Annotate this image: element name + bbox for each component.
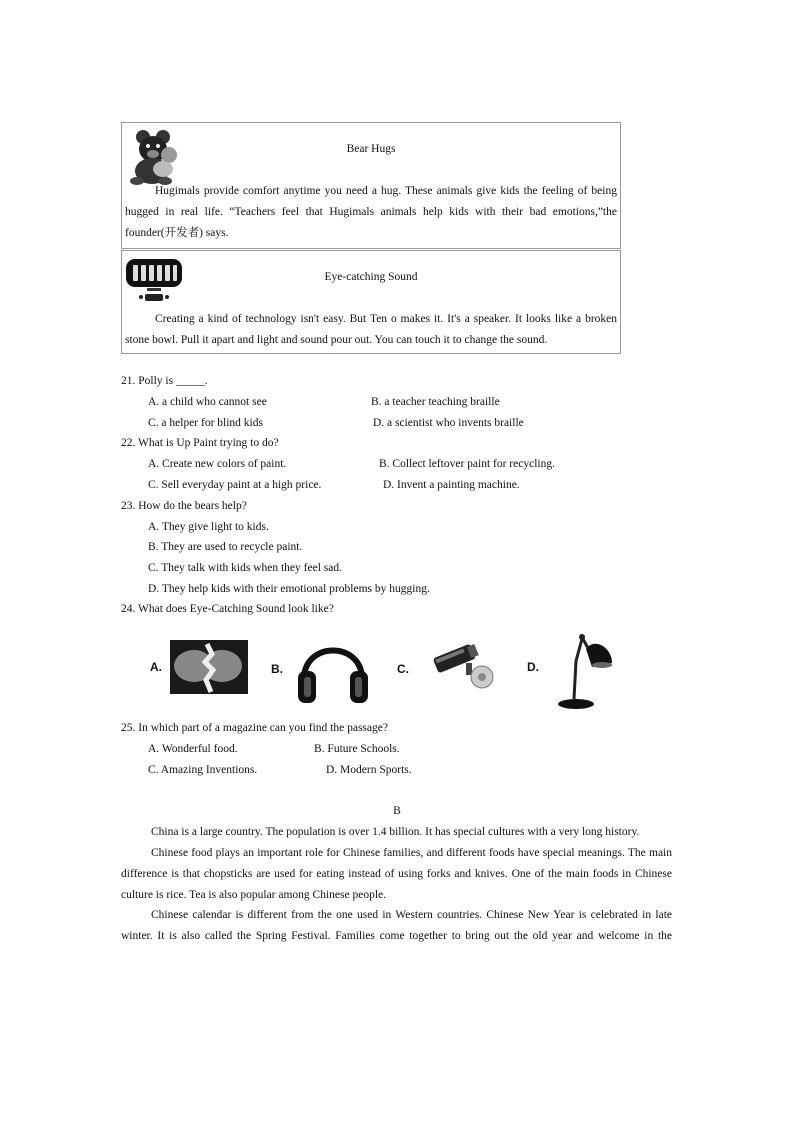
q25-option-c: C. Amazing Inventions. [148, 764, 258, 776]
q21-option-d: D. a scientist who invents braille [373, 417, 524, 429]
section-b-paragraph-3: Chinese calendar is different from the one used in Western countries. Chinese New Year is celebrated in late winter. It is also called the Spring Festival. Families come together to bring out the old year and welcome in the [121, 909, 672, 942]
q24-stem: 24. What does Eye-Catching Sound look like? [121, 603, 334, 615]
headphones-image [296, 633, 370, 705]
eye-catching-sound-title: Eye-catching Sound [324, 271, 418, 283]
q24-label-a: A. [150, 660, 162, 674]
q22-option-a: A. Create new colors of paint. [148, 458, 287, 470]
q23-option-b: B. They are used to recycle paint. [148, 541, 303, 553]
q21-option-b: B. a teacher teaching braille [371, 396, 500, 408]
security-camera-image [430, 633, 496, 691]
bear-hugs-title: Bear Hugs [346, 143, 396, 155]
q22-option-c: C. Sell everyday paint at a high price. [148, 479, 322, 491]
eye-catching-sound-text: Creating a kind of technology isn't easy. But Ten o makes it. It's a speaker. It looks like a broken stone bowl. Pull it apart and light and sound pour out. You can touch it to change the sound. [125, 313, 617, 346]
q24-label-b: B. [271, 662, 283, 676]
q23-option-d: D. They help kids with their emotional problems by hugging. [148, 583, 430, 595]
q23-option-c: C. They talk with kids when they feel sad. [148, 562, 342, 574]
eye-catching-sound-box [121, 250, 621, 354]
teddy-bear-icon [125, 125, 179, 185]
q25-option-d: D. Modern Sports. [326, 764, 412, 776]
q21-stem: 21. Polly is _____. [121, 375, 208, 387]
q23-option-a: A. They give light to kids. [148, 521, 269, 533]
q24-label-d: D. [527, 660, 539, 674]
q24-label-c: C. [397, 662, 409, 676]
q22-option-b: B. Collect leftover paint for recycling. [379, 458, 555, 470]
q22-stem: 22. What is Up Paint trying to do? [121, 437, 279, 449]
section-b-paragraph-1: China is a large country. The population is over 1.4 billion. It has special cultures with a very long history. [151, 826, 640, 838]
desk-lamp-image [552, 627, 616, 711]
q21-option-a: A. a child who cannot see [148, 396, 267, 408]
q23-stem: 23. How do the bears help? [121, 500, 247, 512]
q25-option-b: B. Future Schools. [314, 743, 400, 755]
bear-hugs-text: Hugimals provide comfort anytime you need a hug. These animals give kids the feeling of being hugged in real life. “Teachers feel that Hugimals animals help kids with their bad emotions,”the founder(开发者) says. [125, 185, 617, 239]
q25-stem: 25. In which part of a magazine can you find the passage? [121, 722, 388, 734]
q22-option-d: D. Invent a painting machine. [383, 479, 520, 491]
q25-option-a: A. Wonderful food. [148, 743, 238, 755]
q21-option-c: C. a helper for blind kids [148, 417, 263, 429]
broken-bowl-speaker-image [170, 640, 248, 694]
section-b-paragraph-2: Chinese food plays an important role for Chinese families, and different foods have special meanings. The main difference is that chopsticks are used for eating instead of using forks and knives. One of the main foods in Chinese culture is rice. Tea is also popular among Chinese people. [121, 847, 672, 901]
section-b-heading: B [393, 805, 401, 817]
bear-hugs-box [121, 122, 621, 249]
